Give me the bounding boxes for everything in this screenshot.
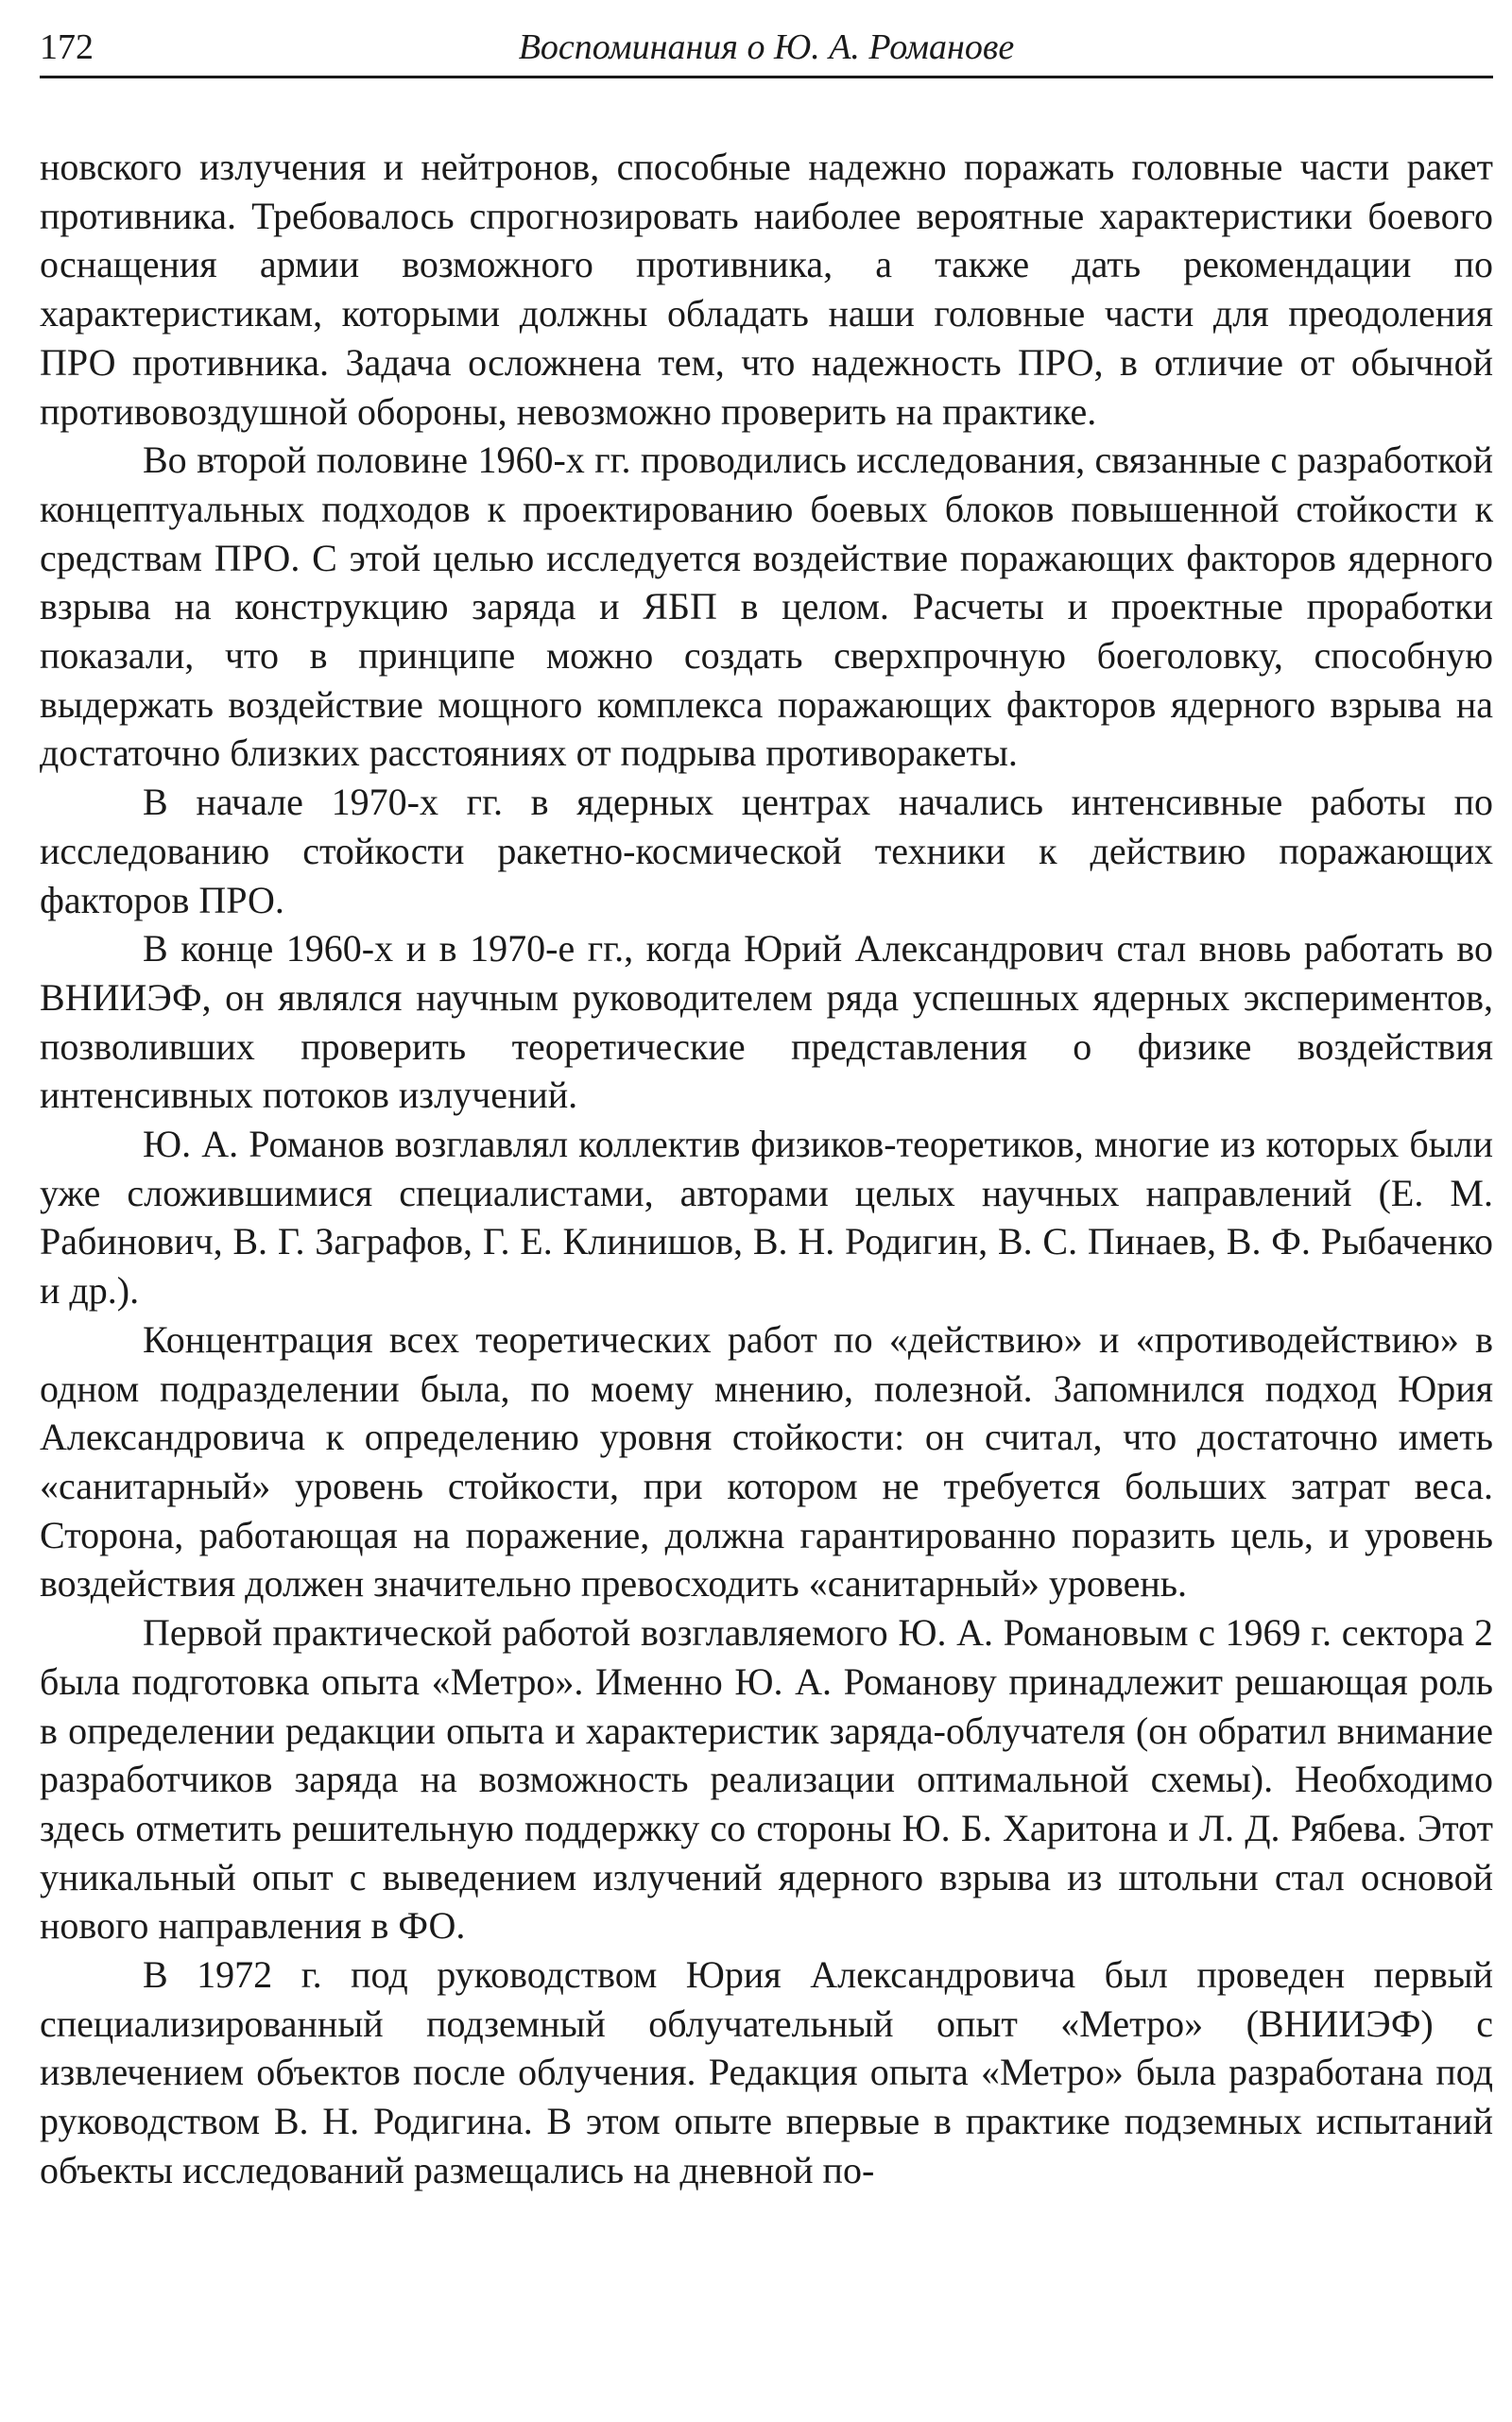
running-title: Воспоминания о Ю. А. Романове bbox=[518, 27, 1015, 67]
page-number: 172 bbox=[40, 27, 94, 67]
paragraph: Во второй половине 1960-х гг. проводились исследования, связанные с разработкой концептуальных подходов к проектированию боевых блоков повышенной стойкости к средствам ПРО. С этой целью исследуется воздействие поражающих факторов ядерного взрыва на конструкцию заряда и ЯБП в целом. Расчеты и проектные проработки показали, что в принципе можно создать сверхпрочную боеголовку, способную выдержать воздействие мощного комплекса поражающих факторов ядерного взрыва на достаточно близких расстояниях от подрыва противоракеты. bbox=[40, 438, 1493, 775]
paragraph: Концентрация всех теоретических работ по «действию» и «противодействию» в одном подразделении была, по моему мнению, полезной. Запомнился подход Юрия Александровича к определению уровня стойкости: он считал, что достаточно иметь «санитарный» уровень стойкости, при котором не требуется больших затрат веса. Сторона, работающая на поражение, должна гарантированно поразить цель, и уровень воздействия должен значительно превосходить «санитарный» уровень. bbox=[40, 1317, 1493, 1606]
paragraph: В начале 1970-х гг. в ядерных центрах начались интенсивные работы по исследованию стойкости ракетно-космической техники к действию поражающих факторов ПРО. bbox=[40, 781, 1493, 921]
paragraph: В конце 1960-х и в 1970-е гг., когда Юрий Александрович стал вновь работать во ВНИИЭФ, он являлся научным руководителем ряда успешных ядерных экспериментов, позволивших проверить теоретические представления о физике воздействия интенсивных потоков излучений. bbox=[40, 927, 1493, 1117]
paragraph: Ю. А. Романов возглавлял коллектив физиков-теоретиков, многие из которых были уже сложившимися специалистами, авторами целых научных направлений (Е. М. Рабинович, В. Г. Заграфов, Г. Е. Клинишов, В. Н. Родигин, В. С. Пинаев, В. Ф. Рыбаченко и др.). bbox=[40, 1123, 1493, 1313]
paragraph: новского излучения и нейтронов, способные надежно поражать головные части ракет противника. Требовалось спрогнозировать наиболее вероятные характеристики боевого оснащения армии возможного противника, а также дать рекомендации по характеристикам, которыми должны обладать наши головные части для преодоления ПРО противника. Задача осложнена тем, что надежность ПРО, в отличие от обычной противовоздушной обороны, невозможно проверить на практике. bbox=[40, 146, 1493, 433]
running-header bbox=[40, 21, 1493, 78]
body-text bbox=[40, 143, 1493, 2195]
paragraph: Первой практической работой возглавляемого Ю. А. Романовым с 1969 г. сектора 2 была подготовка опыта «Метро». Именно Ю. А. Романову принадлежит решающая роль в определении редакции опыта и характеристик заряда-облучателя (он обратил внимание разработчиков заряда на возможность реализации оптимальной схемы). Необходимо здесь отметить решительную поддержку со стороны Ю. Б. Харитона и Л. Д. Рябева. Этот уникальный опыт с выведением излучений ядерного взрыва из штольни стал основой нового направления в ФО. bbox=[40, 1611, 1493, 1948]
paragraph: В 1972 г. под руководством Юрия Александровича был проведен первый специализированный подземный облучательный опыт «Метро» (ВНИИЭФ) с извлечением объектов после облучения. Редакция опыта «Метро» была разработана под руководством В. Н. Родигина. В этом опыте впервые в практике подземных испытаний объекты исследований размещались на дневной по- bbox=[40, 1953, 1493, 2191]
book-page bbox=[40, 21, 1493, 2195]
